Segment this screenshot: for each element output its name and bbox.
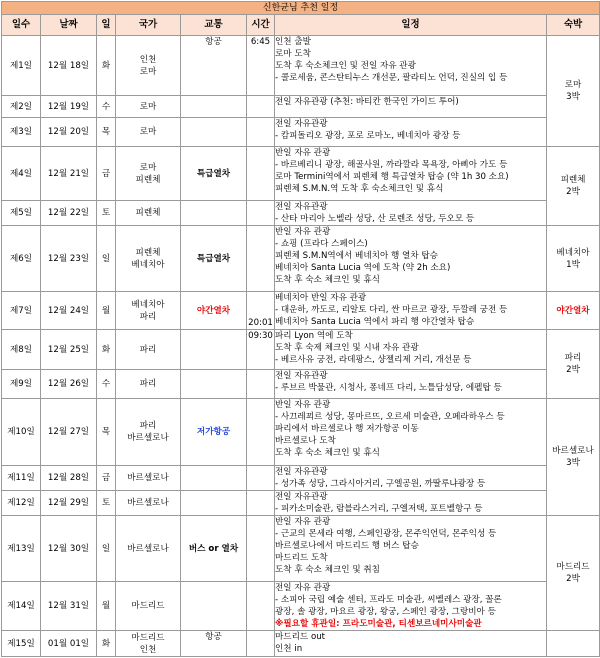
day-number: 제5일 <box>2 201 41 226</box>
date-cell: 12월 26일 <box>41 370 97 399</box>
weekday-cell: 화 <box>97 631 116 657</box>
time-cell <box>247 96 275 118</box>
itinerary-line: 베네치아 Santa Lucia 역에서 파리 행 야간열차 탑승 <box>275 317 475 327</box>
city-name: 바르셀로나 <box>127 498 169 508</box>
day-number: 제14일 <box>2 582 41 631</box>
itinerary-line: 도착 후 숙소 체크인 및 취침 <box>275 565 380 575</box>
schedule-row <box>2 330 600 370</box>
stay-city: 로마 <box>564 80 582 90</box>
country-cell <box>116 118 181 147</box>
weekday-cell: 금 <box>97 466 116 491</box>
itinerary-line: 인천 출발 <box>275 37 311 47</box>
date-cell: 12월 21일 <box>41 147 97 201</box>
time-cell <box>247 582 275 631</box>
itinerary-cell <box>275 466 547 491</box>
itinerary-line: - 산타 마리아 노벨라 성당, 산 로렌조 성당, 두오모 등 <box>275 214 475 224</box>
transport-cell <box>181 582 247 631</box>
stay-label: 야간열차 <box>556 305 590 316</box>
weekday-cell: 화 <box>97 330 116 370</box>
schedule-row <box>2 292 600 330</box>
header-stay: 숙박 <box>547 15 600 36</box>
country-cell <box>116 399 181 466</box>
time-value: 6:45 <box>250 37 271 47</box>
itinerary-line: - 바르베리니 광장, 해골사원, 까라깔라 목욕장, 아삐아 가도 등 <box>275 160 508 170</box>
schedule-row <box>2 226 600 292</box>
country-cell <box>116 292 181 330</box>
itinerary-line: - 베르사유 궁전, 라데팡스, 샹젤리제 거리, 개선문 등 <box>275 355 472 365</box>
itinerary-line: 전일 자유 관광 <box>275 583 331 593</box>
schedule-row <box>2 201 600 226</box>
transport-label: 특급열차 <box>196 253 231 264</box>
date-cell: 12월 31일 <box>41 582 97 631</box>
weekday-cell: 목 <box>97 118 116 147</box>
stay-city: 베네치아 <box>556 247 590 258</box>
country-cell <box>116 466 181 491</box>
stay-cell <box>547 330 600 399</box>
stay-cell <box>547 147 600 226</box>
city-name: 피렌체 <box>135 208 161 218</box>
stay-label <box>547 174 599 198</box>
weekday-cell: 목 <box>97 399 116 466</box>
itinerary-cell <box>275 330 547 370</box>
itinerary-line: 반일 자유 관광 <box>275 227 331 237</box>
country-cell <box>116 147 181 201</box>
header-transport: 교통 <box>181 15 247 36</box>
city-name: 마드리드 <box>131 632 165 643</box>
itinerary-line: - 성가족 성당, 그라시아거리, 구엘공원, 까딸루냐광장 등 <box>275 479 486 489</box>
itinerary-line: 피렌체 S.M.N.역 도착 후 숙소체크인 및 휴식 <box>275 184 444 194</box>
stay-nights: 3박 <box>566 458 580 468</box>
transport-cell <box>181 201 247 226</box>
time-cell <box>247 399 275 466</box>
date-cell: 12월 30일 <box>41 516 97 582</box>
itinerary-line: 도착 후 숙소 체크인 및 휴식 <box>275 448 380 458</box>
itinerary-cell <box>275 36 547 96</box>
date-cell: 12월 28일 <box>41 466 97 491</box>
city-name: 피렌체 <box>135 247 161 258</box>
time-value: 09:30 <box>248 331 273 341</box>
stay-cell <box>547 631 600 657</box>
itinerary-line: 파리 Lyon 역에 도착 <box>275 331 353 341</box>
date-cell: 12월 24일 <box>41 292 97 330</box>
itinerary-line: 베네치아 Santa Lucia 역에 도착 (약 2h 소요) <box>275 263 451 273</box>
itinerary-line: 피렌체 S.M.N역에서 베네치아 행 열차 탑승 <box>275 251 438 261</box>
schedule-row <box>2 491 600 516</box>
city-name: 바르셀로나 <box>127 473 169 483</box>
stay-cell <box>547 292 600 330</box>
city-name: 로마 <box>139 66 157 77</box>
itinerary-cell <box>275 370 547 399</box>
itinerary-line: 반일 자유 관광 <box>275 148 331 158</box>
stay-city: 파리 <box>564 353 582 363</box>
transport-cell <box>181 516 247 582</box>
time-cell <box>247 370 275 399</box>
time-cell <box>247 631 275 657</box>
weekday-cell: 금 <box>97 147 116 201</box>
city-name: 로마 <box>139 101 157 112</box>
stay-label <box>547 561 599 585</box>
date-cell: 12월 27일 <box>41 399 97 466</box>
itinerary-line: 전일 자유관광 (추천: 바티칸 한국인 가이드 투어) <box>275 97 459 107</box>
stay-city: 피렌체 <box>560 175 586 185</box>
time-cell <box>247 118 275 147</box>
weekday-cell: 일 <box>97 226 116 292</box>
day-number: 제2일 <box>2 96 41 118</box>
itinerary-line: 도착 후 숙소체크인 및 전일 자유 관광 <box>275 61 416 71</box>
city-name: 파리 <box>139 344 157 355</box>
schedule-row <box>2 582 600 631</box>
city-name: 인천 <box>139 644 157 655</box>
itinerary-cell <box>275 399 547 466</box>
transport-cell <box>181 292 247 330</box>
stay-cell <box>547 399 600 516</box>
date-cell: 12월 22일 <box>41 201 97 226</box>
city-name: 인천 <box>139 54 157 65</box>
time-cell <box>247 330 275 370</box>
country-cell <box>116 36 181 96</box>
country-cell <box>116 96 181 118</box>
time-cell <box>247 147 275 201</box>
itinerary-cell <box>275 582 547 631</box>
city-name: 피렌체 <box>135 174 161 185</box>
itinerary-line: 반일 자유 관광 <box>275 400 331 410</box>
itinerary-line: - 소피아 국립 예술 센터, 프라도 미술관, 씨벨레스 광장, 꼴론 <box>275 595 502 605</box>
itinerary-line: 베네치아 반일 자유 관광 <box>275 293 367 303</box>
itinerary-cell <box>275 292 547 330</box>
transport-label: 야간열차 <box>196 305 231 316</box>
itinerary-line: 광장, 솔 광장, 마요르 광장, 왕궁, 스페인 광장, 그랑비아 등 <box>275 607 496 617</box>
itinerary-line: - 피카소미술관, 람블라스거리, 구엘저택, 포트벨항구 등 <box>275 504 483 514</box>
transport-cell <box>181 631 247 657</box>
transport-cell <box>181 96 247 118</box>
transport-cell <box>181 491 247 516</box>
transport-cell <box>181 370 247 399</box>
city-name: 파리 <box>139 379 157 389</box>
time-cell <box>247 226 275 292</box>
day-number: 제10일 <box>2 399 41 466</box>
itinerary-line: - 캄피돌리오 광장, 포로 로마노, 베네치아 광장 등 <box>275 131 461 141</box>
time-cell <box>247 292 275 330</box>
stay-nights: 1박 <box>566 259 580 270</box>
stay-nights: 2박 <box>566 187 580 197</box>
itinerary-cell <box>275 96 547 118</box>
date-cell: 12월 23일 <box>41 226 97 292</box>
transport-cell <box>181 226 247 292</box>
city-name: 바르셀로나 <box>127 543 169 554</box>
transport-cell <box>181 147 247 201</box>
transport-label: 특급열차 <box>196 168 231 179</box>
itinerary-line: 도착 후 숙소 체크인 및 휴식 <box>275 275 380 285</box>
stay-city: 바르셀로나 <box>552 446 594 456</box>
country-cell <box>116 330 181 370</box>
stay-cell <box>547 226 600 292</box>
day-number: 제1일 <box>2 36 41 96</box>
city-name: 베네치아 <box>131 259 165 270</box>
date-cell: 12월 29일 <box>41 491 97 516</box>
itinerary-cell <box>275 631 547 657</box>
day-number: 제11일 <box>2 466 41 491</box>
date-cell: 01월 01일 <box>41 631 97 657</box>
date-cell: 12월 25일 <box>41 330 97 370</box>
day-number: 제13일 <box>2 516 41 582</box>
day-number: 제3일 <box>2 118 41 147</box>
transport-cell <box>181 330 247 370</box>
city-name: 로마 <box>139 162 157 173</box>
weekday-cell: 토 <box>97 491 116 516</box>
stay-label <box>547 247 599 271</box>
transport-label: 저가항공 <box>196 427 231 437</box>
transport-cell <box>181 466 247 491</box>
itinerary-line: 바르셀로나 도착 <box>275 436 336 446</box>
city-name: 마드리드 <box>131 601 165 611</box>
closure-note: ※필요할 휴관일: 프라도미술관, 티센보르네미사미술관 <box>275 619 482 629</box>
time-cell <box>247 201 275 226</box>
itinerary-line: 로마 도착 <box>275 49 311 59</box>
schedule-row <box>2 370 600 399</box>
itinerary-line: 전일 자유관광 <box>275 492 328 502</box>
stay-cell <box>547 516 600 631</box>
header-time: 시간 <box>247 15 275 36</box>
itinerary-line: 반일 자유 관광 <box>275 517 331 527</box>
itinerary-cell <box>275 147 547 201</box>
stay-label <box>547 445 599 469</box>
stay-nights: 2박 <box>566 574 580 584</box>
header-itinerary: 일정 <box>275 15 547 36</box>
schedule-row <box>2 516 600 582</box>
country-cell <box>116 491 181 516</box>
itinerary-line: 인천 in <box>275 644 303 654</box>
schedule-body <box>2 36 600 657</box>
stay-label <box>547 79 599 103</box>
transport-label: 항공 <box>205 632 222 642</box>
country-cell <box>116 631 181 657</box>
weekday-cell: 화 <box>97 36 116 96</box>
day-number: 제12일 <box>2 491 41 516</box>
country-cell <box>116 370 181 399</box>
itinerary-line: 전일 자유관광 <box>275 467 328 477</box>
header-date: 날짜 <box>41 15 97 36</box>
sheet-title: 신한균님 추천 일정 <box>2 2 600 15</box>
stay-city: 마드리드 <box>556 562 590 572</box>
country-cell <box>116 516 181 582</box>
country-cell <box>116 582 181 631</box>
header-weekday: 일 <box>97 15 116 36</box>
itinerary-line: 마드리드 out <box>275 632 326 642</box>
time-cell <box>247 491 275 516</box>
time-value: 20:01 <box>248 318 273 328</box>
time-cell <box>247 36 275 96</box>
date-cell: 12월 18일 <box>41 36 97 96</box>
stay-nights: 2박 <box>566 365 580 375</box>
weekday-cell: 일 <box>97 516 116 582</box>
itinerary-line: - 쇼핑 (프라다 스페이스) <box>275 239 368 249</box>
day-number: 제15일 <box>2 631 41 657</box>
country-cell <box>116 226 181 292</box>
day-number: 제7일 <box>2 292 41 330</box>
header-country: 국가 <box>116 15 181 36</box>
itinerary-line: - 루브르 박물관, 시청사, 퐁네프 다리, 노틀담성당, 에펠탑 등 <box>275 383 502 393</box>
schedule-row <box>2 631 600 657</box>
itinerary-line: - 콜로세움, 콘스탄티누스 개선문, 팔라티노 언덕, 진실의 입 등 <box>275 73 508 83</box>
weekday-cell: 수 <box>97 96 116 118</box>
transport-cell <box>181 399 247 466</box>
city-name: 파리 <box>139 311 157 322</box>
itinerary-line: 파리에서 바르셀로나 행 저가항공 이동 <box>275 424 419 434</box>
date-cell: 12월 20일 <box>41 118 97 147</box>
schedule-row <box>2 147 600 201</box>
schedule-row <box>2 36 600 96</box>
itinerary-line: 전일 자유관광 <box>275 119 328 129</box>
itinerary-line: - 사끄레꾀르 성당, 몽마르뜨, 오르세 미술관, 오페라하우스 등 <box>275 412 505 422</box>
transport-cell <box>181 118 247 147</box>
city-name: 파리 <box>139 421 157 431</box>
stay-label <box>547 352 599 376</box>
day-number: 제6일 <box>2 226 41 292</box>
city-name: 베네치아 <box>131 299 165 310</box>
itinerary-cell <box>275 516 547 582</box>
itinerary-cell <box>275 226 547 292</box>
weekday-cell: 월 <box>97 582 116 631</box>
weekday-cell: 토 <box>97 201 116 226</box>
schedule-row <box>2 96 600 118</box>
schedule-row <box>2 466 600 491</box>
day-number: 제4일 <box>2 147 41 201</box>
weekday-cell: 수 <box>97 370 116 399</box>
header-day-no: 일수 <box>2 15 41 36</box>
schedule-row <box>2 118 600 147</box>
transport-cell <box>181 36 247 96</box>
itinerary-line: 전일 자유관광 <box>275 371 328 381</box>
stay-cell <box>547 36 600 147</box>
time-cell <box>247 466 275 491</box>
date-cell: 12월 19일 <box>41 96 97 118</box>
transport-label: 항공 <box>205 37 222 47</box>
schedule-row <box>2 399 600 466</box>
itinerary-line: 마드리드 도착 <box>275 553 328 563</box>
transport-label: 버스 or 열차 <box>188 543 239 554</box>
itinerary-line: 바르셀로나에서 마드리드 행 버스 탑승 <box>275 541 419 551</box>
itinerary-cell <box>275 201 547 226</box>
time-cell <box>247 516 275 582</box>
country-cell <box>116 201 181 226</box>
itinerary-line: - 대운하, 까도로, 리알토 다리, 싼 마르코 광장, 두깔레 궁전 등 <box>275 305 508 315</box>
itinerary-line: - 근교의 몬세라 여행, 스페인광장, 몬주익언덕, 몬주익성 등 <box>275 529 497 539</box>
itinerary-line: 로마 Termini역에서 피렌체 행 특급열차 탑승 (약 1h 30 소요) <box>275 172 509 182</box>
day-number: 제8일 <box>2 330 41 370</box>
itinerary-cell <box>275 491 547 516</box>
weekday-cell: 월 <box>97 292 116 330</box>
itinerary-line: 전일 자유관광 <box>275 202 328 212</box>
itinerary-cell <box>275 118 547 147</box>
stay-nights: 3박 <box>566 92 580 102</box>
city-name: 바르셀로나 <box>127 433 169 443</box>
city-name: 로마 <box>139 127 157 137</box>
itinerary-line: 도착 후 숙제 체크인 및 시내 자유 관광 <box>275 343 419 353</box>
schedule-table <box>1 1 600 657</box>
day-number: 제9일 <box>2 370 41 399</box>
